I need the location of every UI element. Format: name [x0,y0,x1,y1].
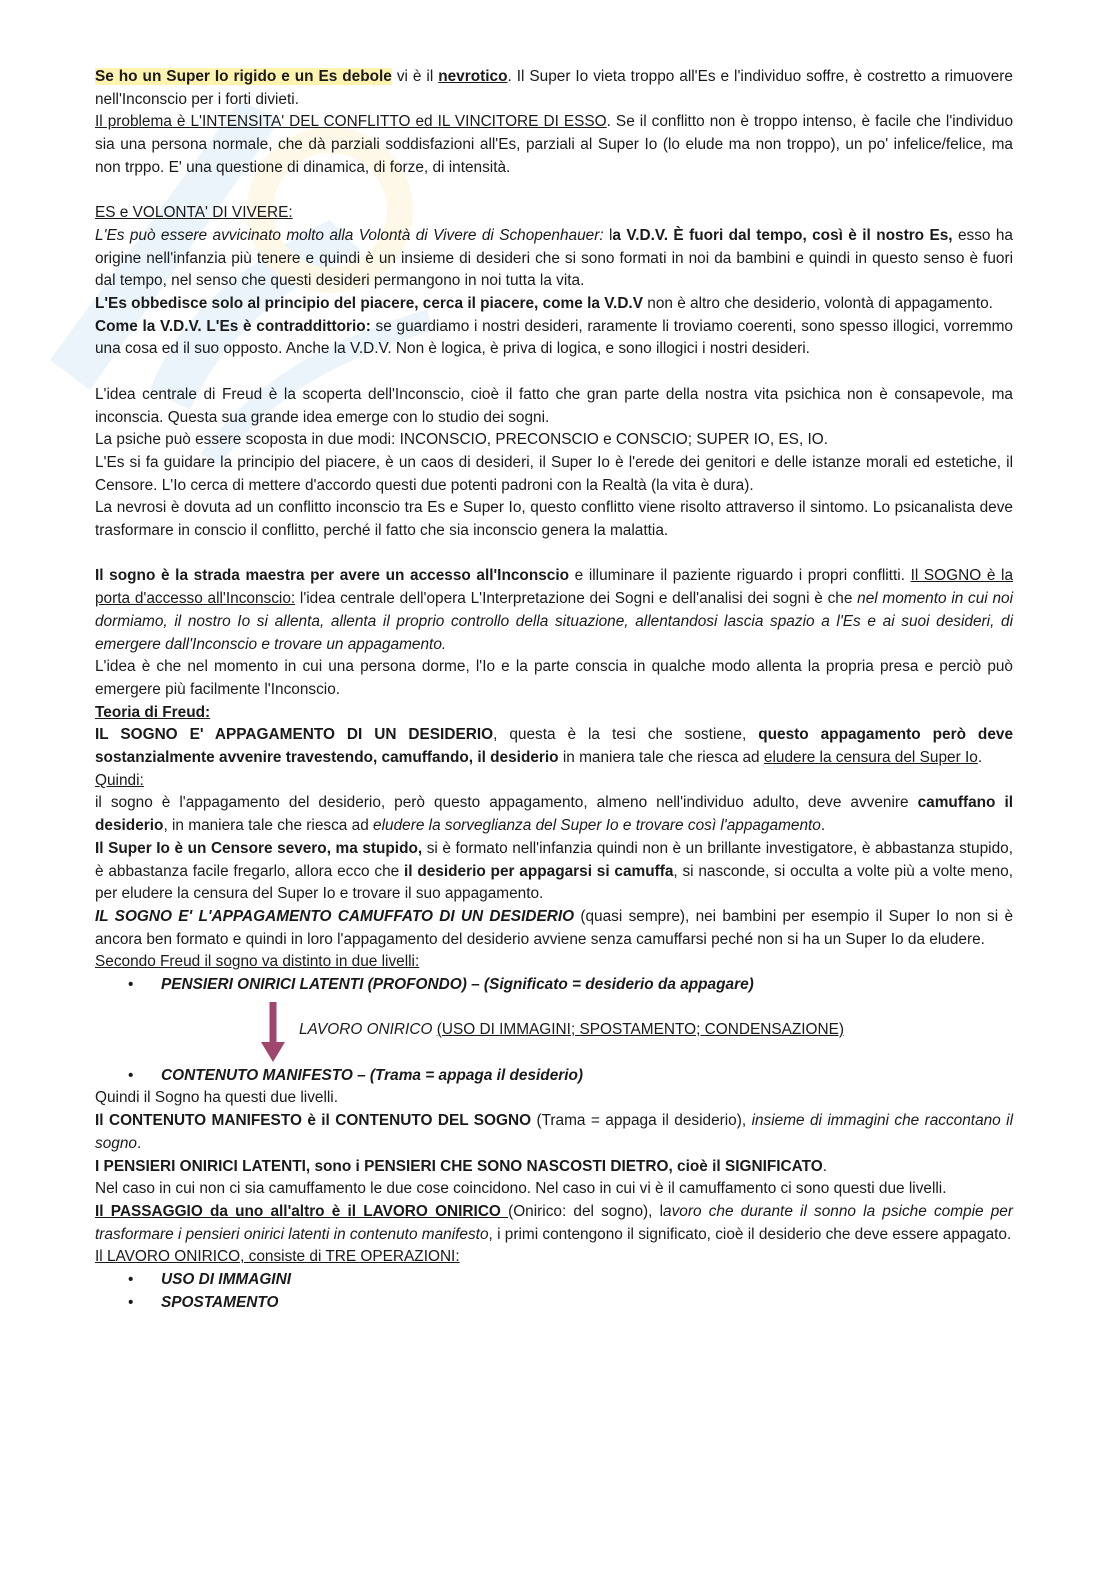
section-heading: Secondo Freud il sogno va distinto in due livelli: [95,953,420,971]
paragraph: L'idea centrale di Freud è la scoperta dell'Inconscio, cioè il fatto che gran parte della nostra vita psichica non è consapevole, ma inconscia. Questa sua grande idea emerge con lo studio dei sogni. [95,385,1013,426]
paragraph: I PENSIERI ONIRICI LATENTI, sono i PENSIERI CHE SONO NASCOSTI DIETRO, cioè il SIGNIFICATO. [95,1157,827,1175]
section-heading: Quindi: [95,771,144,789]
section-heading: Il LAVORO ONIRICO, consiste di TRE OPERAZIONI: [95,1248,460,1266]
list-item: • PENSIERI ONIRICI LATENTI (PROFONDO) – (Significato = desiderio da appagare) [95,974,1013,997]
paragraph: La psiche può essere scoposta in due modi: INCONSCIO, PRECONSCIO e CONSCIO; SUPER IO, ES, IO. [95,431,829,449]
levels-list [95,974,1013,997]
list-item: • CONTENUTO MANIFESTO – (Trama = appaga il desiderio) [95,1065,1013,1088]
document-page [95,66,1013,1315]
paragraph: Quindi il Sogno ha questi due livelli. [95,1089,338,1107]
section-heading: ES e VOLONTA' DI VIVERE: [95,204,293,222]
paragraph: Il problema è L'INTENSITA' DEL CONFLITTO ed IL VINCITORE DI ESSO. Se il conflitto non è troppo intenso, è facile che l'individuo sia una persona normale, che dà parziali soddisfazioni all'Es, parziali al Super Io (lo elude ma non troppo), un po' infelice/felice, ma non trppo. E' una questione di dinamica, di forze, di intensità. [95,113,1014,176]
list-item: • USO DI IMMAGINI [95,1269,1013,1292]
paragraph: Il Super Io è un Censore severo, ma stupido, si è formato nell'infanzia quindi non è un brillante investigatore, è abbastanza stupido, è abbastanza facile fregarlo, allora ecco che il desiderio per appagarsi si camuffa, si nasconde, si occulta a volte più a volte meno, per eludere la censura del Super Io e trovare il suo appagamento. [95,839,1013,903]
paragraph: L'Es può essere avvicinato molto alla Volontà di Vivere di Schopenhauer: la V.D.V. È fuori dal tempo, così è il nostro Es, esso ha origine nell'infanzia più tenere e quindi è un insieme di desideri che si sono formati in noi da bambini e quindi in questo senso è fuori dal tempo, nel senso che questi desideri permangono in noi tutta la vita. [95,226,1013,290]
operations-list [95,1269,1013,1314]
levels-list [95,1065,1013,1088]
arrow-label: LAVORO ONIRICO (USO DI IMMAGINI; SPOSTAMENTO; CONDENSAZIONE) [299,1020,845,1038]
paragraph: Il CONTENUTO MANIFESTO è il CONTENUTO DEL SOGNO (Trama = appaga il desiderio), insieme di immagini che raccontano il sogno. [95,1112,1013,1152]
dream-work-arrow [95,997,1013,1065]
paragraph: La nevrosi è dovuta ad un conflitto inconscio tra Es e Super Io, questo conflitto viene risolto attraverso il sintomo. Lo psicanalista deve trasformare in conscio il conflitto, perché il fatto che sia inconscio genera la malattia. [95,499,1013,540]
paragraph: il sogno è l'appagamento del desiderio, però questo appagamento, almeno nell'individuo adulto, deve avvenire camuffano il desiderio, in maniera tale che riesca ad eludere la sorveglianza del Super Io e trovare così l'appagamento. [95,794,1013,835]
paragraph: L'Es si fa guidare la principio del piacere, è un caos di desideri, il Super Io è l'erede dei genitori e delle istanze morali ed estetiche, il Censore. L'Io cerca di mettere d'accordo questi due potenti padroni con la Realtà (la vita è dura). [95,453,1013,494]
paragraph: L'idea è che nel momento in cui una persona dorme, l'Io e la parte conscia in qualche modo allenta la propria presa e perciò può emergere più facilmente l'Inconscio. [95,658,1013,698]
paragraph: Il sogno è la strada maestra per avere un accesso all'Inconscio e illuminare il paziente riguardo i propri conflitti. Il SOGNO è la porta d'accesso all'Inconscio: l'idea centrale dell'opera L'Interpretazione dei Sogni e dell'analisi dei sogni è che nel momento in cui noi dormiamo, il nostro Io si allenta, allenta il proprio controllo della situazione, allentandosi lascia spazio a l'Es e ai suoi desideri, di emergere dall'Inconscio e trovare un appagamento. [95,567,1014,653]
paragraph: Nel caso in cui non ci sia camuffamento le due cose coincidono. Nel caso in cui vi è il camuffamento ci sono questi due livelli. [95,1180,947,1198]
section-heading: Teoria di Freud: [95,703,211,721]
paragraph: Come la V.D.V. L'Es è contraddittorio: se guardiamo i nostri desideri, raramente li troviamo coerenti, sono spesso illogici, vorremmo una cosa ed il suo opposto. Anche la V.D.V. Non è logica, è priva di logica, e sono illogici i nostri desideri. [95,317,1013,358]
arrow-down-icon [261,1002,285,1062]
paragraph: Se ho un Super Io rigido e un Es debole vi è il nevrotico. Il Super Io vieta troppo all'Es e l'individuo soffre, è costretto a rimuovere nell'Inconscio per i forti divieti. [95,68,1013,108]
paragraph: IL SOGNO E' APPAGAMENTO DI UN DESIDERIO, questa è la tesi che sostiene, questo appagamento però deve sostanzialmente avvenire travestendo, camuffando, il desiderio in maniera tale che riesca ad eludere la censura del Super Io. [95,726,1014,767]
list-item: • SPOSTAMENTO [95,1292,1013,1315]
paragraph: IL SOGNO E' L'APPAGAMENTO CAMUFFATO DI UN DESIDERIO (quasi sempre), nei bambini per esempio il Super Io non si è ancora ben formato e quindi in loro l'appagamento del desiderio avviene senza camuffarsi peché non si ha un Super Io da eludere. [95,907,1014,948]
paragraph: L'Es obbedisce solo al principio del piacere, cerca il piacere, come la V.D.V non è altro che desiderio, volontà di appagamento. [95,295,993,313]
paragraph: Il PASSAGGIO da uno all'altro è il LAVORO ONIRICO (Onirico: del sogno), lavoro che durante il sonno la psiche compie per trasformare i pensieri onirici latenti in contenuto manifesto, i primi contengono il significato, cioè il desiderio che deve essere appagato. [95,1203,1013,1243]
